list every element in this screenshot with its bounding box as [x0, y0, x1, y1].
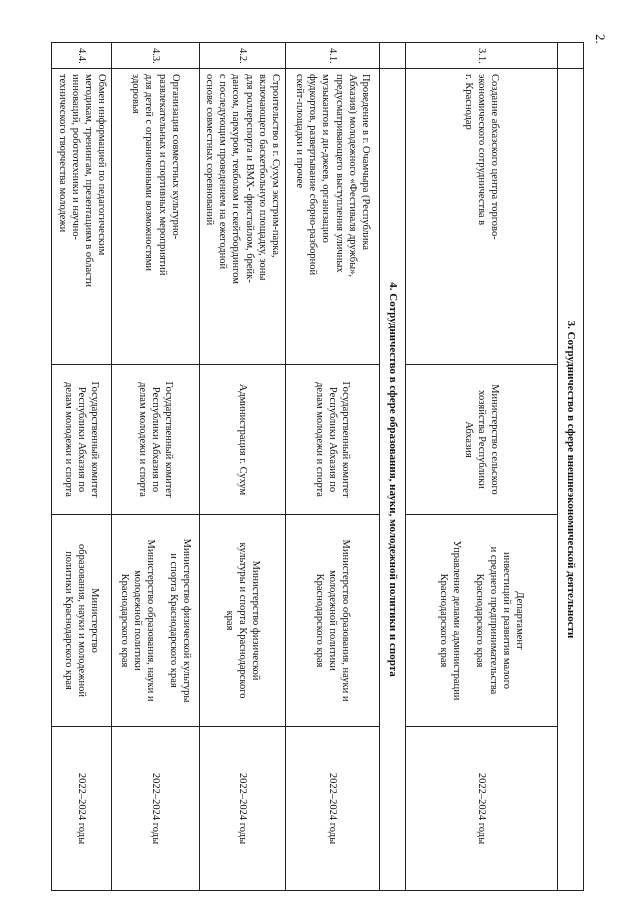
activity-cell [112, 69, 200, 365]
abkhazia-executor-cell [52, 365, 112, 515]
activity-line: для роллерспорта и BMX- фристайлом, брейк- [243, 74, 255, 283]
abkhazia-executor-cell [286, 365, 380, 515]
rotated-table-container [54, 42, 584, 890]
activity-line: музыкантов и ди-джеев, организацию [320, 74, 332, 243]
kuban-executor-cell [112, 515, 200, 727]
executor-line: культуры и спорта Краснодарского [237, 542, 249, 699]
executor-line: Государственный комитет [89, 381, 101, 498]
row-number: 3.1. [406, 43, 558, 69]
row-number: 4.4. [52, 43, 112, 69]
executor-line: Государственный комитет [163, 381, 175, 498]
section-gap-cell [558, 43, 584, 69]
period-cell: 2022–2024 годы [406, 727, 558, 891]
activity-line: экономического сотрудничества в [476, 74, 488, 226]
executor-line: Республики Абхазия по [76, 386, 88, 493]
kuban-executor-cell [286, 515, 380, 727]
section-header-row [558, 43, 584, 891]
activity-line: предусматривающего выступления уличных [333, 74, 345, 273]
activity-line: г. Краснодар [462, 74, 474, 130]
activity-line: основе совместных соревнований [204, 74, 216, 226]
executor-line: Краснодарского края [118, 573, 130, 668]
executor-line: молодежной политики [131, 570, 143, 671]
executor-line: и среднего предпринимательства [487, 546, 499, 695]
executor-line: Управление делами администрации [451, 540, 463, 701]
activity-line: технического творчества молодежи [56, 74, 68, 233]
executor-line: Республики Абхазия по [150, 386, 162, 493]
executor-line: хозяйства Республики [476, 390, 488, 489]
activity-line: развлекательных и спортивных мероприятий [156, 74, 168, 276]
activity-line: Проведение в г. Очамчыра (Республика [359, 74, 371, 251]
activity-line: Строительство в г. Сухум экстрим-парка, [269, 74, 281, 258]
executor-line: Министерство образования, науки и [145, 539, 157, 702]
line-spacer [157, 520, 167, 721]
activity-line: инноваций, робототехники и научно- [69, 74, 81, 241]
executor-line: делам молодежи и спорта [136, 382, 148, 497]
kuban-executor-cell [200, 515, 286, 727]
period-cell: 2022–2024 годы [112, 727, 200, 891]
period-cell: 2022–2024 годы [52, 727, 112, 891]
executor-line: делам молодежи и спорта [63, 382, 75, 497]
kuban-executor-cell [52, 515, 112, 727]
cooperation-plan-table [52, 42, 585, 891]
period-cell: 2022–2024 годы [286, 727, 380, 891]
page-number: 2. [593, 34, 608, 44]
row-number: 4.2. [200, 43, 286, 69]
activity-cell [52, 69, 112, 365]
row-number: 4.1. [286, 43, 380, 69]
section-title: 3. Сотрудничество в сфере внешнеэкономической деятельности [558, 69, 584, 891]
executor-line: Министерство сельского [489, 384, 501, 495]
activity-line: здоровья [130, 74, 142, 114]
activity-line: скейт-площадки и прочее [294, 74, 306, 189]
activity-line: Обмен информацией по педагогическим [96, 74, 107, 256]
kuban-executor-cell [406, 515, 558, 727]
table-row [200, 43, 286, 891]
table-row [286, 43, 380, 891]
activity-line: Организация совместных культурно- [169, 74, 181, 240]
executor-line: Департамент [513, 591, 525, 650]
activity-line: дансом, паркуром, текболом и скейтбордингом [230, 74, 242, 284]
executor-line: Министерство физической [250, 560, 262, 681]
activity-line: включающего баскетбольную площадку, зоны [256, 74, 268, 281]
abkhazia-executor-cell [406, 365, 558, 515]
executor-line: молодежной политики [327, 570, 339, 671]
executor-line: Республики Абхазия по [327, 386, 339, 493]
executor-line: политики Краснодарского края [63, 551, 75, 690]
activity-cell [200, 69, 286, 365]
executor-line: инвестиций и развития малого [500, 551, 512, 690]
line-spacer [463, 520, 473, 721]
table-row [52, 43, 112, 891]
section-title: 4. Сотрудничество в сфере образования, науки, молодежной политики и спорта [380, 69, 406, 891]
activity-line: Создание абхазского центра торгово- [489, 74, 501, 240]
executor-line: края [223, 610, 235, 631]
executor-line: Администрация г. Сухум [237, 383, 249, 496]
period-cell: 2022–2024 годы [200, 727, 286, 891]
abkhazia-executor-cell [200, 365, 286, 515]
activity-line: фудкортов, развертывание сборно-разборной [307, 74, 319, 276]
executor-line: Министерство [89, 588, 101, 653]
activity-line: Абхазия) молодежного «Фестиваля дружбы», [346, 74, 358, 278]
section-header-row [380, 43, 406, 891]
executor-line: Абхазия [462, 421, 474, 458]
executor-line: образования, науки и молодежной [76, 544, 88, 697]
executor-line: Краснодарского края [474, 573, 486, 668]
executor-line: Краснодарского края [313, 573, 325, 668]
executor-line: Государственный комитет [340, 381, 352, 498]
section-gap-cell [380, 43, 406, 69]
table-row [406, 43, 558, 891]
activity-cell [406, 69, 558, 365]
activity-line: с последующим проведением на ежегодной [217, 74, 229, 270]
activity-line: для детей с ограниченными возможностями [143, 74, 155, 272]
activity-line: методикам, тренингам, презентациям в области [82, 74, 94, 287]
executor-line: Министерство образования, науки и [340, 539, 352, 702]
executor-line: делам молодежи и спорта [313, 382, 325, 497]
executor-line: Краснодарского края [438, 573, 450, 668]
executor-line: Министерство физической культуры [181, 538, 193, 703]
abkhazia-executor-cell [112, 365, 200, 515]
activity-cell [286, 69, 380, 365]
table-row [112, 43, 200, 891]
executor-line: и спорта Краснодарского края [168, 553, 180, 688]
row-number: 4.3. [112, 43, 200, 69]
